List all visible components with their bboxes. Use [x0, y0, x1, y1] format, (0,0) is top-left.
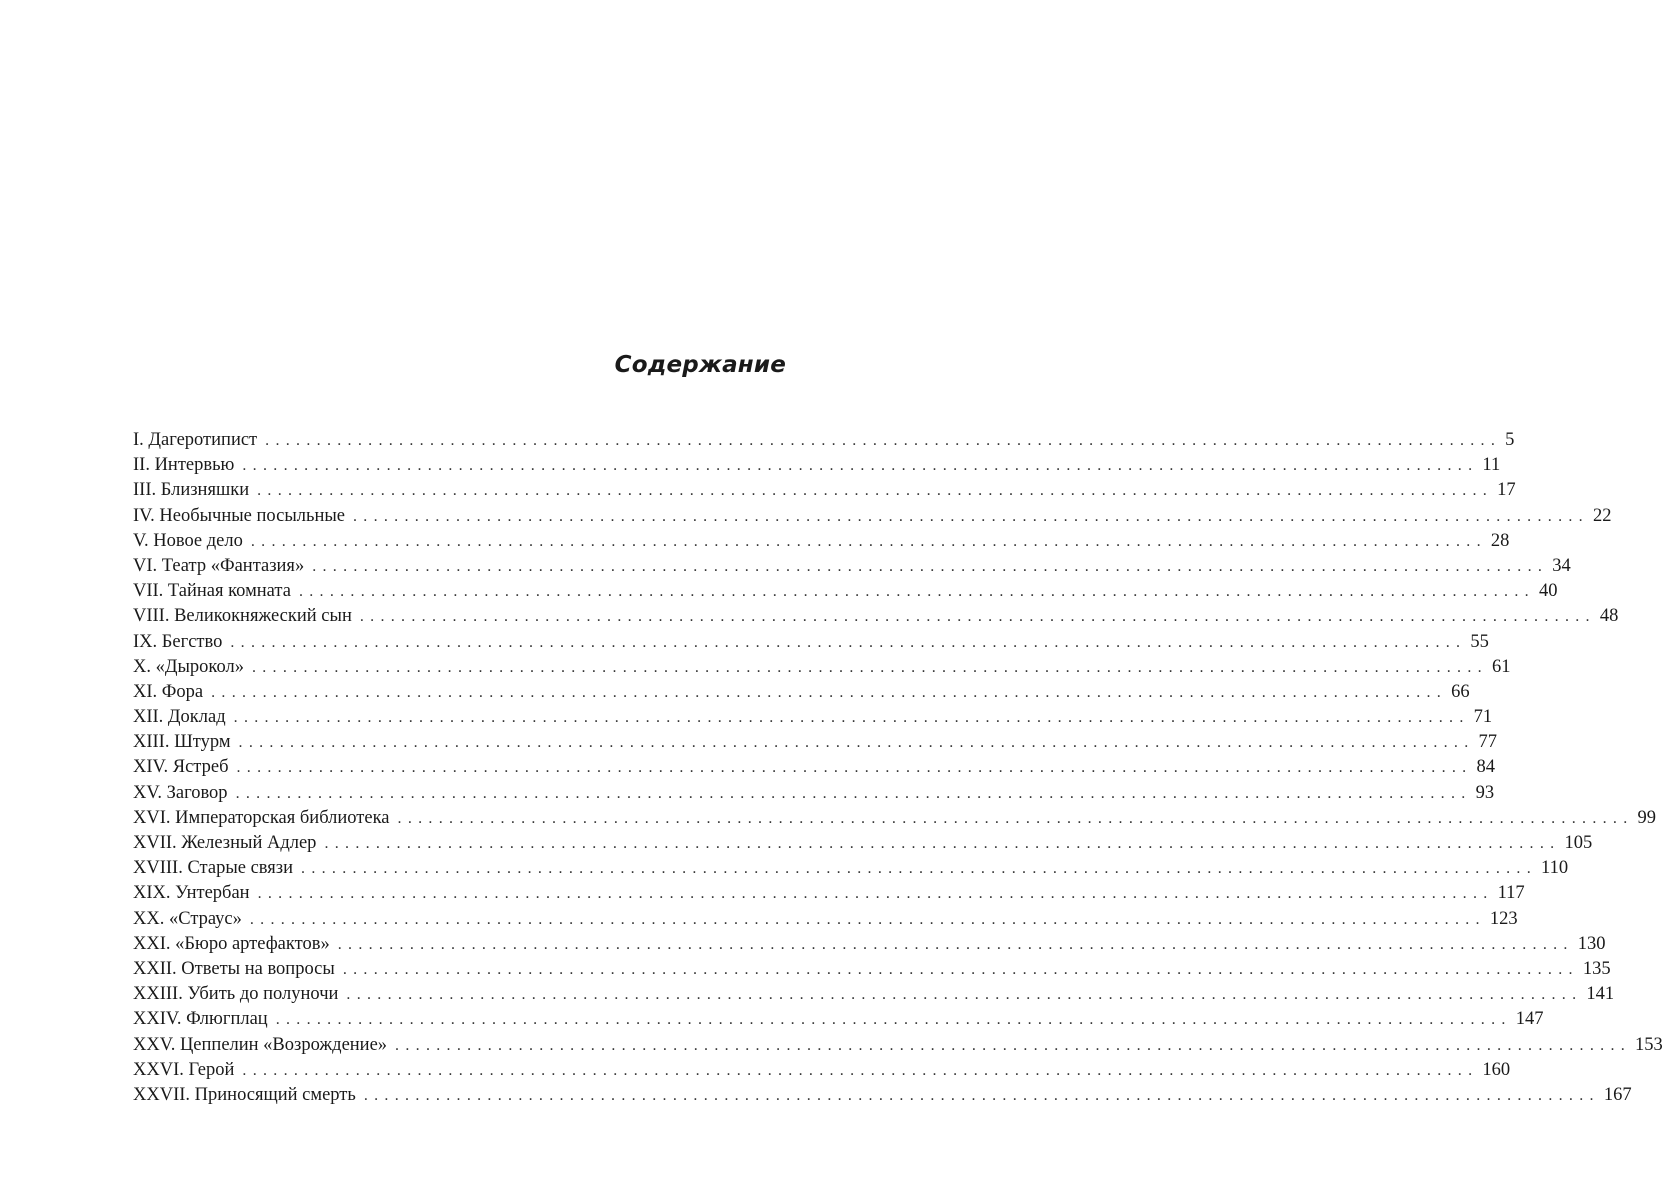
dot-leader: ........................................................................................................................	[363, 1086, 1600, 1104]
toc-entry	[133, 881, 1525, 906]
dot-leader: ........................................................................................................................	[257, 885, 1494, 903]
dot-leader: ........................................................................................................................	[298, 583, 1535, 601]
dot-leader: ........................................................................................................................	[265, 432, 1502, 449]
entry-title: XVIII. Старые связи	[133, 858, 294, 879]
entry-title: VIII. Великокняжеский сын	[133, 606, 352, 627]
toc-entry	[133, 604, 1619, 629]
entry-page-number: 11	[1482, 455, 1501, 476]
toc-entry	[133, 730, 1498, 755]
entry-page-number: 5	[1505, 430, 1515, 450]
entry-title: XIII. Штурм	[133, 732, 231, 753]
entry-title: XXIV. Флюгплац	[133, 1009, 268, 1030]
dot-leader: ........................................................................................................................	[242, 457, 1479, 475]
table-of-contents	[133, 428, 1663, 1108]
dot-leader: ........................................................................................................................	[238, 734, 1475, 752]
entry-title: XXVII. Приносящий смерть	[133, 1084, 356, 1105]
entry-page-number: 153	[1635, 1034, 1663, 1055]
entry-page-number: 135	[1582, 958, 1611, 979]
dot-leader: ........................................................................................................................	[337, 935, 1574, 953]
entry-page-number: 99	[1637, 807, 1657, 828]
entry-title: XVII. Железный Адлер	[133, 833, 317, 853]
toc-entry	[133, 504, 1612, 529]
entry-title: V. Новое дело	[133, 530, 243, 551]
toc-entry	[133, 1083, 1632, 1108]
toc-entry	[133, 428, 1515, 453]
entry-title: XXIII. Убить до полуночи	[133, 984, 339, 1005]
dot-leader: ........................................................................................................................	[211, 683, 1448, 701]
entry-page-number: 61	[1491, 656, 1511, 677]
toc-entry	[133, 806, 1657, 831]
toc-entry	[133, 478, 1516, 503]
entry-title: VII. Тайная комната	[133, 581, 291, 602]
toc-entry	[133, 831, 1593, 856]
toc-entry	[133, 529, 1510, 554]
entry-page-number: 66	[1451, 681, 1470, 702]
dot-leader: ........................................................................................................................	[250, 532, 1487, 550]
dot-leader: ........................................................................................................................	[242, 1061, 1479, 1079]
entry-title: I. Дагеротипист	[133, 430, 258, 450]
dot-leader: ........................................................................................................................	[236, 759, 1473, 777]
dot-leader: ........................................................................................................................	[257, 482, 1494, 500]
entry-page-number: 110	[1541, 858, 1569, 879]
entry-page-number: 160	[1482, 1059, 1511, 1080]
entry-page-number: 93	[1475, 782, 1495, 803]
entry-title: XXVI. Герой	[133, 1059, 235, 1080]
dot-leader: ........................................................................................................................	[352, 507, 1589, 525]
entry-title: XIV. Ястреб	[133, 757, 229, 778]
toc-entry	[133, 1007, 1544, 1032]
dot-leader: ........................................................................................................................	[312, 557, 1549, 575]
toc-entry	[133, 655, 1511, 680]
entry-title: IX. Бегство	[133, 631, 223, 652]
entry-title: XII. Доклад	[133, 707, 226, 728]
dot-leader: ........................................................................................................................	[359, 608, 1596, 626]
entry-title: IV. Необычные посыльные	[133, 505, 345, 526]
entry-title: XIX. Унтербан	[133, 883, 250, 904]
entry-title: XI. Фора	[133, 681, 204, 702]
entry-title: XX. «Страус»	[133, 908, 242, 929]
entry-page-number: 84	[1476, 757, 1495, 778]
toc-entry	[133, 1058, 1511, 1083]
entry-page-number: 28	[1490, 530, 1510, 551]
entry-page-number: 167	[1603, 1084, 1632, 1105]
entry-title: III. Близняшки	[133, 480, 250, 501]
entry-title: XXI. «Бюро артефактов»	[133, 933, 330, 954]
toc-heading: Содержание	[614, 352, 786, 378]
dot-leader: ........................................................................................................................	[233, 709, 1470, 727]
entry-page-number: 40	[1538, 581, 1558, 602]
entry-page-number: 34	[1552, 555, 1571, 576]
toc-entry	[133, 554, 1571, 579]
toc-entry	[133, 907, 1518, 932]
entry-page-number: 17	[1497, 480, 1516, 501]
entry-page-number: 77	[1478, 732, 1498, 753]
dot-leader: ........................................................................................................................	[346, 986, 1583, 1004]
entry-title: XXV. Цеппелин «Возрождение»	[133, 1034, 388, 1055]
entry-title: II. Интервью	[133, 455, 235, 476]
toc-entry	[133, 755, 1495, 780]
dot-leader: ........................................................................................................................	[230, 633, 1467, 651]
toc-entry	[133, 1033, 1663, 1058]
entry-page-number: 130	[1577, 933, 1606, 954]
dot-leader: ........................................................................................................................	[397, 809, 1634, 827]
entry-title: XVI. Императорская библиотека	[133, 807, 390, 828]
toc-entry	[133, 453, 1501, 478]
entry-page-number: 55	[1470, 631, 1489, 652]
entry-page-number: 22	[1592, 505, 1612, 526]
entry-page-number: 117	[1497, 883, 1525, 904]
dot-leader: ........................................................................................................................	[395, 1036, 1632, 1054]
dot-leader: ........................................................................................................................	[275, 1011, 1512, 1029]
entry-page-number: 141	[1586, 984, 1615, 1005]
entry-page-number: 105	[1564, 833, 1593, 853]
toc-entry	[133, 579, 1558, 604]
entry-page-number: 123	[1489, 908, 1518, 929]
entry-page-number: 147	[1515, 1009, 1544, 1030]
toc-entry	[133, 856, 1569, 881]
entry-title: VI. Театр «Фантазия»	[133, 555, 305, 576]
entry-page-number: 48	[1599, 606, 1619, 627]
dot-leader: ........................................................................................................................	[301, 860, 1538, 878]
toc-entry	[133, 781, 1495, 806]
dot-leader: ........................................................................................................................	[324, 835, 1561, 852]
dot-leader: ........................................................................................................................	[251, 658, 1488, 676]
entry-title: XV. Заговор	[133, 782, 228, 803]
dot-leader: ........................................................................................................................	[342, 960, 1579, 978]
entry-title: X. «Дырокол»	[133, 656, 244, 677]
toc-entry	[133, 982, 1615, 1007]
dot-leader: ........................................................................................................................	[235, 784, 1472, 802]
dot-leader: ........................................................................................................................	[249, 910, 1486, 928]
toc-entry	[133, 957, 1611, 982]
toc-entry	[133, 630, 1489, 655]
toc-entry	[133, 705, 1493, 730]
entry-title: XXII. Ответы на вопросы	[133, 958, 335, 979]
toc-entry	[133, 680, 1470, 705]
entry-page-number: 71	[1473, 707, 1493, 728]
toc-entry	[133, 932, 1606, 957]
